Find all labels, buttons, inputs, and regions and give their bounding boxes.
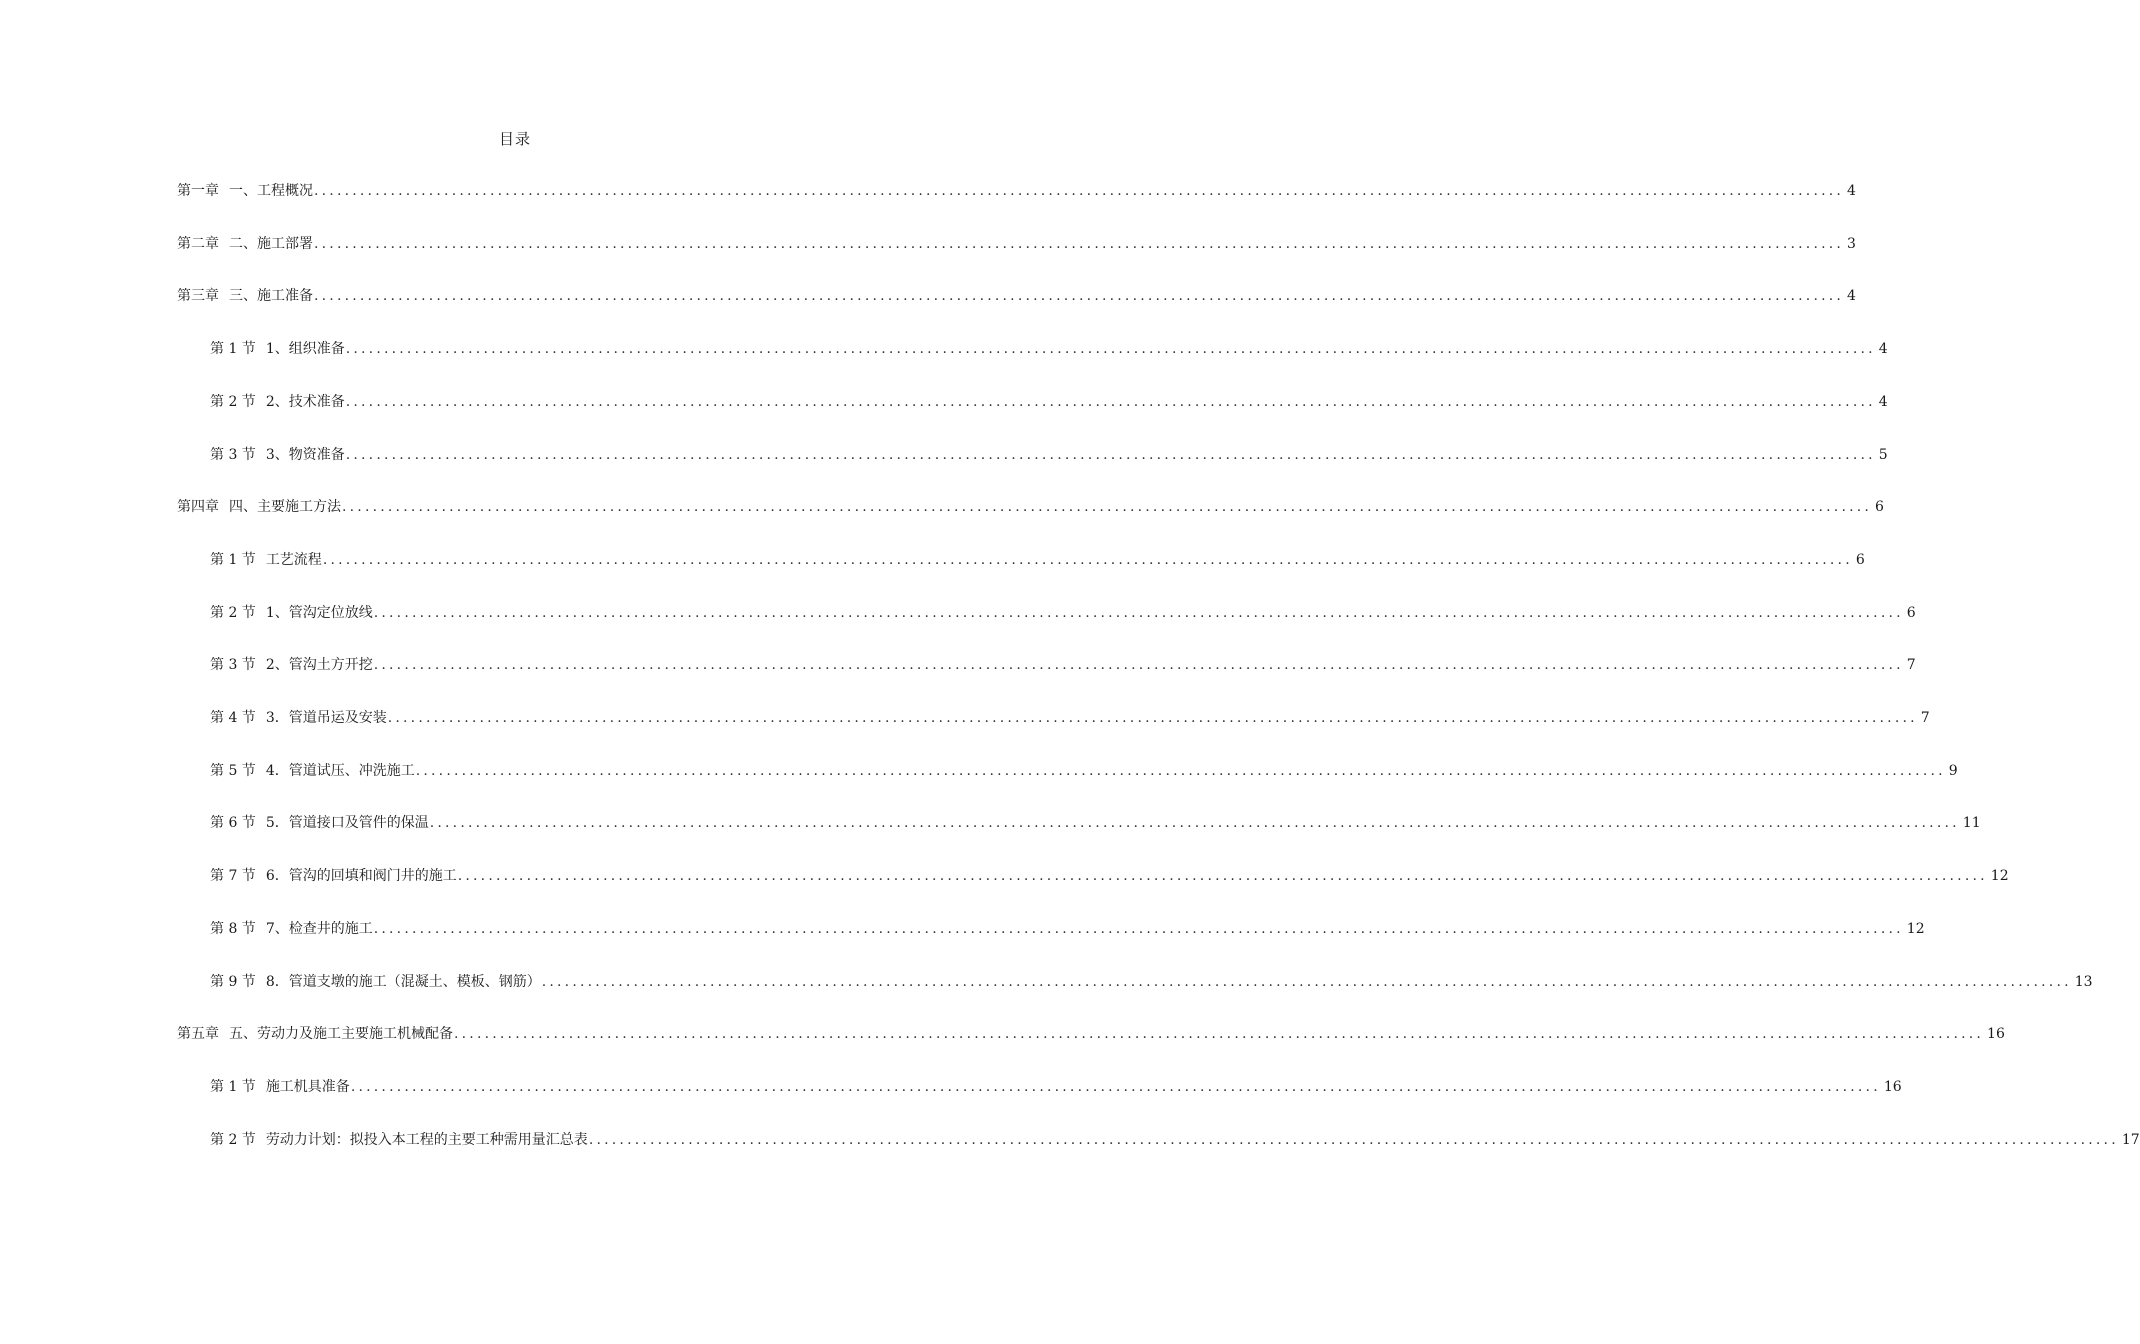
- toc-entry-title: 五、劳动力及施工主要施工机械配备: [229, 1026, 453, 1042]
- toc-entry-title: 3、物资准备: [265, 447, 345, 463]
- toc-entry[interactable]: [177, 285, 1856, 307]
- toc-entry[interactable]: [177, 496, 1884, 518]
- toc-entry-page-number: 6: [1855, 552, 1865, 568]
- toc-entry-number: 第 1 节: [210, 1079, 256, 1095]
- toc-entry-page-number: 12: [1990, 868, 2009, 884]
- toc-entry-number: 第 1 节: [210, 552, 256, 568]
- toc-entry-title: 1、组织准备: [265, 341, 345, 357]
- toc-entry-page-number: 4: [1847, 288, 1856, 304]
- toc-entry-page-number: 16: [1987, 1026, 2005, 1042]
- toc-entry[interactable]: [210, 1129, 2140, 1151]
- toc-entry-page-number: 4: [1878, 341, 1888, 357]
- toc-entry-number: 第二章: [177, 236, 219, 252]
- toc-entry-page-number: 6: [1875, 499, 1884, 515]
- toc-entry-title: 四、主要施工方法: [229, 499, 341, 515]
- toc-entry-title: 7、检查井的施工: [265, 921, 373, 937]
- toc-dot-leader: ........................................................................................................................................................................................................: [345, 394, 1876, 410]
- page-title: 目录: [498, 130, 531, 148]
- toc-dot-leader: ........................................................................................................................................................................................................: [373, 605, 1904, 621]
- toc-entry[interactable]: [210, 602, 1916, 624]
- toc-entry[interactable]: [210, 391, 1888, 413]
- toc-dot-leader: ........................................................................................................................................................................................................: [415, 763, 1946, 779]
- toc-dot-leader: ........................................................................................................................................................................................................: [454, 1026, 1985, 1042]
- toc-dot-leader: ........................................................................................................................................................................................................: [314, 288, 1845, 304]
- toc-entry[interactable]: [210, 1076, 1902, 1098]
- toc-dot-leader: ........................................................................................................................................................................................................: [322, 552, 1853, 568]
- toc-entry-page-number: 4: [1878, 394, 1888, 410]
- toc-entry[interactable]: [210, 971, 2093, 993]
- toc-entry-page-number: 7: [1920, 710, 1930, 726]
- toc-entry-page-number: 9: [1948, 763, 1958, 779]
- toc-entry-number: 第三章: [177, 288, 219, 304]
- toc-entry[interactable]: [177, 233, 1856, 255]
- toc-entry-number: 第 7 节: [210, 868, 256, 884]
- toc-entry-number: 第五章: [177, 1026, 219, 1042]
- toc-entry-page-number: 5: [1878, 447, 1888, 463]
- toc-dot-leader: ........................................................................................................................................................................................................: [345, 341, 1876, 357]
- toc-entry[interactable]: [210, 549, 1865, 571]
- toc-entry[interactable]: [210, 865, 2009, 887]
- toc-dot-leader: ........................................................................................................................................................................................................: [345, 447, 1876, 463]
- toc-entry-number: 第 6 节: [210, 815, 256, 831]
- toc-dot-leader: ........................................................................................................................................................................................................: [429, 815, 1960, 831]
- toc-dot-leader: ........................................................................................................................................................................................................: [457, 868, 1988, 884]
- toc-entry[interactable]: [210, 760, 1958, 782]
- toc-entry[interactable]: [210, 812, 1981, 834]
- toc-entry-title: 工艺流程: [265, 552, 322, 568]
- toc-entry-number: 第 9 节: [210, 974, 256, 990]
- toc-entry[interactable]: [210, 707, 1930, 729]
- toc-entry-title: 二、施工部署: [229, 236, 313, 252]
- toc-entry-number: 第 8 节: [210, 921, 256, 937]
- toc-entry-number: 第 2 节: [210, 394, 256, 410]
- toc-dot-leader: ........................................................................................................................................................................................................: [541, 974, 2072, 990]
- toc-entry-page-number: 11: [1962, 815, 1981, 831]
- toc-entry-page-number: 6: [1906, 605, 1916, 621]
- toc-entry[interactable]: [210, 338, 1888, 360]
- toc-entry-title: 6．管沟的回填和阀门井的施工: [265, 868, 457, 884]
- toc-entry[interactable]: [177, 180, 1856, 202]
- toc-entry-page-number: 7: [1906, 657, 1916, 673]
- toc-dot-leader: ........................................................................................................................................................................................................: [342, 499, 1873, 515]
- toc-dot-leader: ........................................................................................................................................................................................................: [350, 1079, 1881, 1095]
- toc-entry-title: 2、管沟土方开挖: [265, 657, 373, 673]
- toc-entry-number: 第一章: [177, 183, 219, 199]
- toc-entry-title: 5．管道接口及管件的保温: [265, 815, 429, 831]
- toc-dot-leader: ........................................................................................................................................................................................................: [373, 657, 1904, 673]
- toc-entry[interactable]: [177, 1023, 2005, 1045]
- toc-entry-number: 第 1 节: [210, 341, 256, 357]
- toc-entry-title: 施工机具准备: [265, 1079, 350, 1095]
- toc-entry-number: 第四章: [177, 499, 219, 515]
- toc-entry-page-number: 3: [1847, 236, 1856, 252]
- toc-entry[interactable]: [210, 918, 1925, 940]
- toc-entry-number: 第 2 节: [210, 605, 256, 621]
- toc-entry-number: 第 2 节: [210, 1132, 256, 1148]
- toc-entry-title: 2、技术准备: [265, 394, 345, 410]
- toc-dot-leader: ........................................................................................................................................................................................................: [373, 921, 1904, 937]
- toc-entry[interactable]: [210, 444, 1888, 466]
- toc-entry-page-number: 16: [1883, 1079, 1902, 1095]
- toc-entry-title: 8．管道支墩的施工（混凝土、模板、钢筋）: [265, 974, 541, 990]
- toc-entry-number: 第 5 节: [210, 763, 256, 779]
- toc-entry-number: 第 3 节: [210, 657, 256, 673]
- toc-entry-title: 三、施工准备: [229, 288, 313, 304]
- toc-entry-number: 第 3 节: [210, 447, 256, 463]
- toc-entry-title: 3．管道吊运及安装: [265, 710, 387, 726]
- toc-entry-title: 劳动力计划：拟投入本工程的主要工种需用量汇总表: [265, 1132, 588, 1148]
- toc-dot-leader: ........................................................................................................................................................................................................: [387, 710, 1918, 726]
- toc-entry-number: 第 4 节: [210, 710, 256, 726]
- toc-entry-page-number: 17: [2121, 1132, 2140, 1148]
- toc-dot-leader: ........................................................................................................................................................................................................: [314, 236, 1845, 252]
- toc-dot-leader: ........................................................................................................................................................................................................: [314, 183, 1845, 199]
- toc-entry-page-number: 13: [2074, 974, 2093, 990]
- toc-entry-title: 一、工程概况: [229, 183, 313, 199]
- toc-dot-leader: ........................................................................................................................................................................................................: [588, 1132, 2119, 1148]
- toc-entry-title: 4．管道试压、冲洗施工: [265, 763, 415, 779]
- toc-entry[interactable]: [210, 654, 1916, 676]
- toc-entry-page-number: 12: [1906, 921, 1925, 937]
- toc-entry-page-number: 4: [1847, 183, 1856, 199]
- toc-entry-title: 1、管沟定位放线: [265, 605, 373, 621]
